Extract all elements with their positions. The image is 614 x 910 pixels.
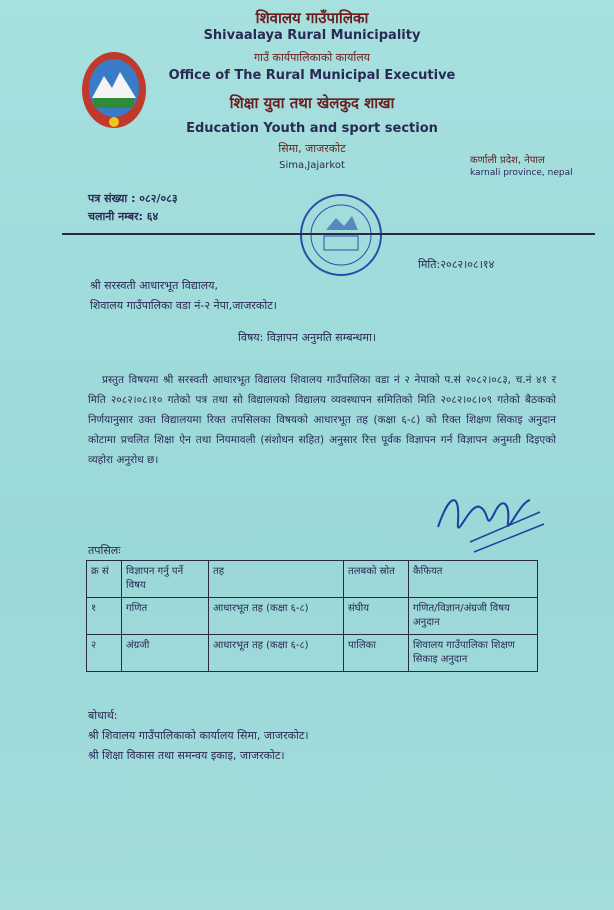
section-name-english: Education Youth and sport section xyxy=(186,121,438,136)
header-divider xyxy=(62,233,595,235)
dispatch-number: चलानी नम्बर: ६४ xyxy=(88,210,159,223)
cc-label: बोधार्थ: xyxy=(88,709,118,722)
recipient-line-2: शिवालय गाउँपालिका वडा नं-२ नेपा,जाजरकोट। xyxy=(90,299,277,312)
letter-number: पत्र संख्या : ०८२/०८३ xyxy=(88,192,178,205)
table-cell: १ xyxy=(87,598,122,635)
table-header: कैफियत xyxy=(409,561,538,598)
table-cell: शिवालय गाउँपालिका शिक्षण सिकाइ अनुदान xyxy=(409,635,538,672)
municipality-name-english: Shivaalaya Rural Municipality xyxy=(203,28,421,43)
table-caption: तपसिलः xyxy=(88,544,121,557)
table-header: तह xyxy=(209,561,344,598)
cc-line-1: श्री शिवालय गाउँपालिकाको कार्यालय सिमा, जाजरकोट। xyxy=(88,729,309,742)
letter-body: प्रस्तुत विषयमा श्री सरस्वती आधारभूत विद्यालय शिवालय गाउँपालिका वडा नं २ नेपाको प.सं २०८२।०८३, च.नं ४१ र मिति २०८२।०८।१० गतेको पत्र तथा सो विद्यालयको विद्यालय व्यवस्थापन समितिको मिति २०८२।०८।०९ गतेको बैठकको निर्णयानुसार उक्त विद्यालयमा रिक्त तपसिलका विषयको आधारभूत तह (कक्षा ६-८) को रिक्त शिक्षण सिकाइ अनुदान कोटामा प्रचलित शिक्षा ऐन तथा नियमावली (संशोधन सहित) अनुसार रित्त पूर्वक विज्ञापन गर्न विज्ञापन अनुमती दिइएको व्यहोरा अनुरोध छ। xyxy=(88,374,556,466)
table-cell: संघीय xyxy=(344,598,409,635)
table-cell: २ xyxy=(87,635,122,672)
place-english: Sima,Jajarkot xyxy=(279,160,345,171)
office-name-nepali: गाउँ कार्यपालिकाको कार्यालय xyxy=(253,51,371,64)
table-header: विज्ञापन गर्नु पर्ने विषय xyxy=(122,561,209,598)
province-english: karnali province, nepal xyxy=(470,168,573,178)
cc-line-2: श्री शिक्षा विकास तथा समन्वय इकाइ, जाजरकोट। xyxy=(88,749,285,762)
municipality-emblem-logo xyxy=(80,50,148,130)
table-cell: पालिका xyxy=(344,635,409,672)
table-header: क्र सं xyxy=(87,561,122,598)
table-cell: आधारभूत तह (कक्षा ६-८) xyxy=(209,598,344,635)
office-seal-stamp xyxy=(296,190,386,280)
table-cell: गणित/विज्ञान/अंग्रजी विषय अनुदान xyxy=(409,598,538,635)
handwritten-signature xyxy=(430,472,550,562)
table-row xyxy=(87,598,538,635)
table-cell: अंग्रजी xyxy=(122,635,209,672)
table-cell: गणित xyxy=(122,598,209,635)
letter-subject: विषय: विज्ञापन अनुमति सम्बन्धमा। xyxy=(237,331,377,344)
municipality-name-nepali: शिवालय गाउँपालिका xyxy=(255,9,369,27)
province-nepali: कर्णाली प्रदेश, नेपाल xyxy=(470,155,545,166)
table-cell: आधारभूत तह (कक्षा ६-८) xyxy=(209,635,344,672)
office-name-english: Office of The Rural Municipal Executive xyxy=(168,68,456,83)
vacancy-table xyxy=(86,560,538,672)
table-header-row xyxy=(87,561,538,598)
table-row xyxy=(87,635,538,672)
place-nepali: सिमा, जाजरकोट xyxy=(278,142,346,155)
letter-date: मिति:२०८२।०८।१४ xyxy=(418,258,495,271)
table-header: तलबको स्रोत xyxy=(344,561,409,598)
recipient-line-1: श्री सरस्वती आधारभूत विद्यालय, xyxy=(90,279,219,292)
section-name-nepali: शिक्षा युवा तथा खेलकुद शाखा xyxy=(229,94,395,112)
